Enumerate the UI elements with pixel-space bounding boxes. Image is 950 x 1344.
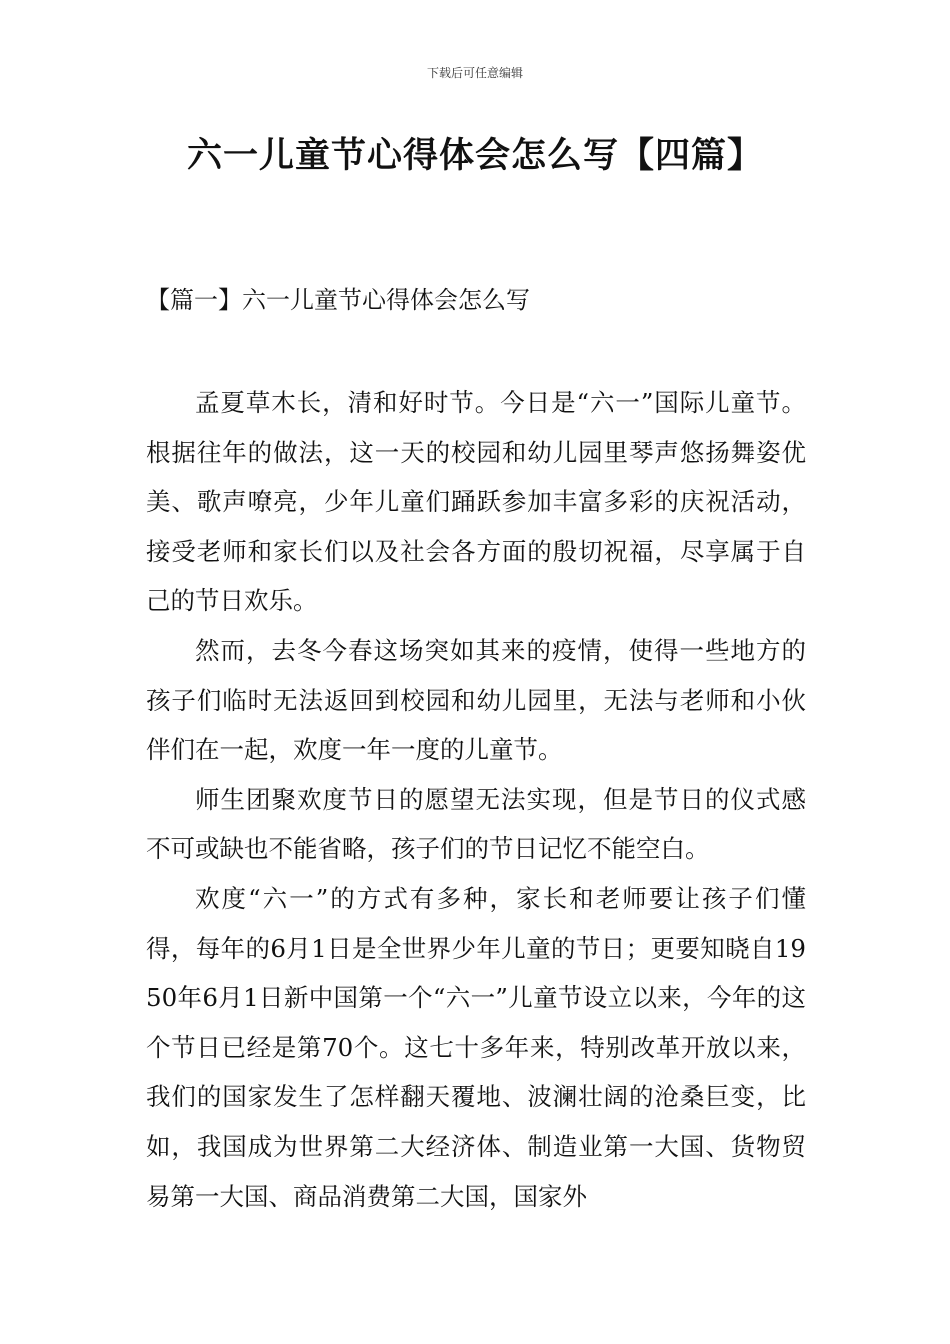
paragraph-1: 孟夏草木长，清和好时节。今日是“六一”国际儿童节。根据往年的做法，这一天的校园和幼儿园里琴声悠扬舞姿优美、歌声嘹亮，少年儿童们踊跃参加丰富多彩的庆祝活动，接受老师和家长们以及社会各方面的殷切祝福，尽享属于自己的节日欢乐。 xyxy=(146,388,806,616)
paragraph-4: 欢度“六一”的方式有多种，家长和老师要让孩子们懂得，每年的6月1日是全世界少年儿童的节日；更要知晓自1950年6月1日新中国第一个“六一”儿童节设立以来，今年的这个节日已经是第70个。这七十多年来，特别改革开放以来，我们的国家发生了怎样翻天覆地、波澜壮阔的沧桑巨变，比如，我国成为世界第二大经济体、制造业第一大国、货物贸易第一大国、商品消费第二大国，国家外 xyxy=(146,883,806,1211)
paragraph-2: 然而，去冬今春这场突如其来的疫情，使得一些地方的孩子们临时无法返回到校园和幼儿园里，无法与老师和小伙伴们在一起，欢度一年一度的儿童节。 xyxy=(146,635,806,765)
body-text xyxy=(146,378,806,1221)
section-heading: 【篇一】六一儿童节心得体会怎么写 xyxy=(146,286,530,314)
document-title: 六一儿童节心得体会怎么写【四篇】 xyxy=(186,136,763,176)
paragraph-3: 师生团聚欢度节日的愿望无法实现，但是节日的仪式感不可或缺也不能省略，孩子们的节日记忆不能空白。 xyxy=(146,784,806,864)
page-header-note: 下载后可任意编辑 xyxy=(426,66,523,80)
